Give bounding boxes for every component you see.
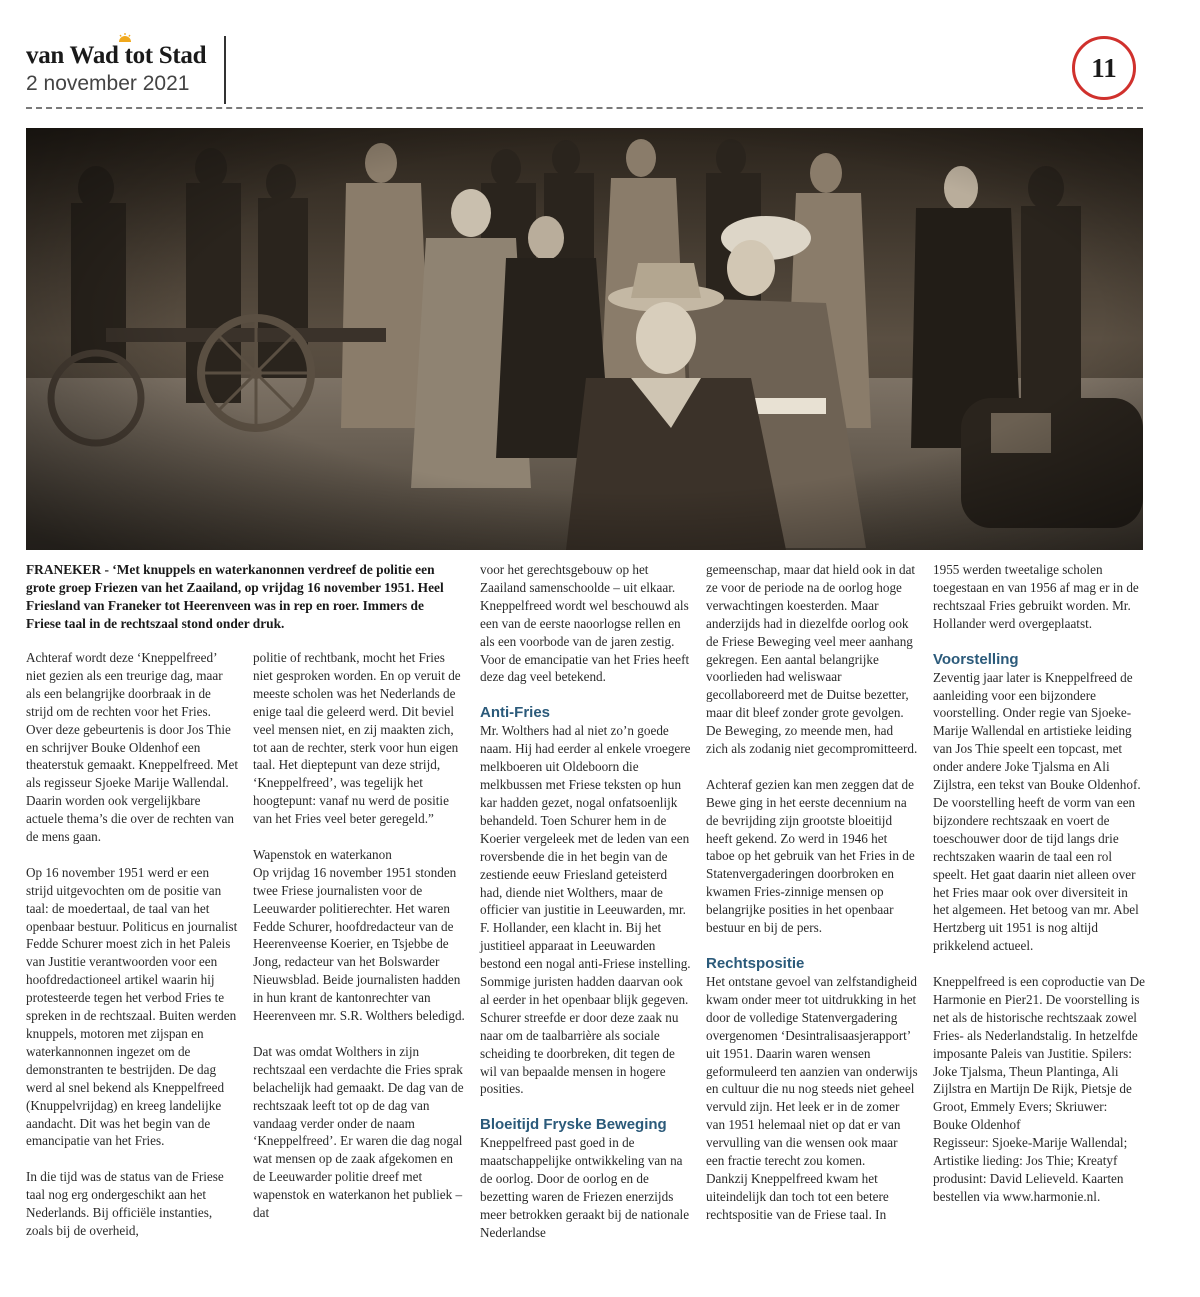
page-number-badge	[1072, 36, 1136, 100]
section-heading-rechtspositie: Rechtspositie	[706, 955, 805, 973]
paragraph: Op vrijdag 16 november 1951 stonden twee Friese journalisten voor de Leeuwarder politierechter. Het waren Fedde Schurer, hoofdredacteur van de Heerenveense Koerier, en Tsjebbe de Jong, redacteur van het Bolswarder Nieuwsblad. Beide journalisten hadden in hun krant de kantonrechter van Heerenveen mr. S.R. Wolthers beledigd.	[253, 864, 465, 1024]
paragraph: Op 16 november 1951 werd er een strijd uitgevochten om de positie van taal: de moedertaal, de taal van het openbaar bestuur. Politicus en journalist Fedde Schurer moest zich in het Paleis van Justitie verantwoorden voor een hoofdredactioneel artikel waarin hij protesteerde tegen het verbod Fries te spreken in de rechtszaal. Buiten werden knuppels, motoren met zijspan en waterkannonnen ingezet om de demonstranten te bestrijden. De dag werd al snel bekend als Kneppelfreed (Knuppelvrijdag) en kreeg landelijke aandacht. Dit was het begin van de emancipatie van het Fries.	[26, 864, 238, 1149]
dashed-divider	[26, 107, 1143, 109]
paragraph: Achteraf wordt deze ‘Kneppelfreed’ niet gezien als een treurige dag, maar als een belangrijke doorbraak in de strijd om de rechten voor het Fries. Over deze gebeurtenis is door Jos Thie en schrijver Bouke Oldenhof een theaterstuk gemaakt. Kneppelfreed. Met als regisseur Sjoeke Marije Wallendal. Daarin worden ook vergelijkbare actuele thema’s die over de rechten van de mens gaan.	[26, 650, 239, 845]
masthead	[26, 42, 206, 96]
article-column-2	[253, 649, 465, 1222]
brand-logo	[26, 42, 206, 70]
hero-photo	[26, 128, 1143, 550]
section-heading-anti-fries: Anti-Fries	[480, 704, 551, 722]
paragraph: voor het gerechtsgebouw op het Zaailand samenschoolde – uit elkaar. Kneppelfreed wordt wel beschouwd als een van de eerste naoorlogse rellen en als een voorbode van de jaren zestig. Voor de emancipatie van het Fries heeft deze dag veel betekend.	[480, 562, 690, 685]
page-number: 11	[1091, 52, 1117, 83]
archival-crowd-photo-icon	[26, 128, 1143, 550]
brand-name: van Wad tot Stad	[26, 42, 207, 69]
issue-date: 2 november 2021	[26, 72, 190, 95]
paragraph: Achteraf gezien kan men zeggen dat de Bewe ging in het eerste decennium na de bevrijding zijn grootste bloeitijd heeft gekend. Zo werd in 1946 het taboe op het gebruik van het Fries in de Statenvergaderingen doorbroken en kwamen Fries-zinnige mensen op belangrijke posities in het openbaar bestuur en bij de pers.	[706, 776, 915, 936]
paragraph: 1955 werden tweetalige scholen toegestaan en van 1956 af mag er in de rechtszaal Fries gebruikt worden. Mr. Hollander werd overgeplaatst.	[933, 562, 1139, 631]
paragraph: Zeventig jaar later is Kneppelfreed de aanleiding voor een bijzondere voorstelling. Onder regie van Sjoeke-Marije Wallendal en artistieke leiding van Jos Thie speelt een topcast, met onder andere Joke Tjalsma en Ali Zijlstra, een tekst van Bouke Oldenhof. De voorstelling heeft de vorm van een bijzondere rechtszaak en voert de toeschouwer door de tijd langs drie rechtszaken waarin de taal een rol speelt. Het gaat daarin niet alleen over het Fries maar ook over diversiteit in het algemeen. Het betoog van mr. Abel Hertzberg uit 1951 is nog altijd prikkelend actueel.	[933, 669, 1141, 954]
paragraph: gemeenschap, maar dat hield ook in dat ze voor de periode na de oorlog hoge verwachtingen koesterden. Maar anderzijds had in diezelfde oorlog ook de Friese Beweging veel meer aanhang gekregen. Een aantal belangrijke voorlieden had weliswaar gecollaboreerd met de Duitse bezetter, maar dit bleef zonder grote gevolgen. De Beweging, zo meende men, had zich als zodanig niet gecompromitteerd.	[706, 562, 918, 757]
credits-paragraph: Regisseur: Sjoeke-Marije Wallendal; Artistike lieding: Jos Thie; Kreatyf produsint: David Lelieveld. Kaarten bestellen via www.harmonie.nl.	[933, 1135, 1128, 1204]
paragraph: Mr. Wolthers had al niet zo’n goede naam. Hij had eerder al enkele vroegere melkboeren uit Oldeboorn die melkbussen met Friese teksten op hun kar hadden gezet, nogal onfatsoenlijk behandeld. Toen Schurer hem in de Koerier vergeleek met de leden van een roversbende die in het begin van de zestiende eeuw Friesland geteisterd had, diende niet Wolthers, maar de officier van justitie in Leeuwarden, mr. F. Hollander, een klacht in. Bij het justitieel apparaat in Leeuwarden bestond een nogal anti-Friese instelling. Sommige juristen hadden daarvan ook al eerder in het openbaar blijk gegeven. Schurer streefde er door deze zaak nu naar om de taalbarrière als sociale scheiding te doorbreken, dit tegen de wil van bepaalde mensen in hogere posities.	[480, 723, 691, 1097]
paragraph: Dankzij Kneppelfreed kwam het uiteindelijk dan toch tot een betere rechtspositie van de Friese taal. In	[706, 1170, 889, 1222]
article-column-3	[480, 561, 692, 1242]
paragraph: Dat was omdat Wolthers in zijn rechtszaal een verdachte die Fries sprak belachelijk had gemaakt. De dag van de rechtszaak leeft tot op de dag van vandaag verder onder de naam ‘Kneppelfreed’. Er waren die dag nogal wat mensen op de zaak afgekomen en de Leeuwarder politie dreef met wapenstok en waterkanon het publiek – dat	[253, 1043, 464, 1221]
inline-subheading: Wapenstok en waterkanon	[253, 846, 392, 862]
paragraph: Kneppelfreed is een coproductie van De Harmonie en Pier21. De voorstelling is net als de historische rechtszaak zowel Fries- als Nederlandstalig. In hetzelfde imposante Paleis van Justitie. Spilers: Joke Tjalsma, Theun Plantinga, Ali Zijlstra en Martijn De Rijk, Pietsje de Groot, Emmely Evers; Skriuwer: Bouke Oldenhof	[933, 974, 1146, 1133]
article-intro: FRANEKER - ‘Met knuppels en waterkanonnen verdreef de politie een grote groep Friezen van het Zaailand, op vrijdag 16 november 1951. Heel Friesland van Franeker tot Heerenveen was in rep en roer. Immers de Friese taal in de rechtszaal stond onder druk.	[26, 562, 444, 631]
header-divider	[224, 36, 226, 104]
section-heading-bloeitijd: Bloeitijd Fryske Beweging	[480, 1116, 667, 1134]
section-heading-voorstelling: Voorstelling	[933, 650, 1019, 668]
paragraph: Kneppelfreed past goed in de maatschappelijke ontwikkeling van na de oorlog. Door de oorlog en de bezetting waren de Friezen enerzijds meer betrokken geraakt bij de nationale Nederlandse	[480, 1135, 690, 1240]
paragraph: Het ontstane gevoel van zelfstandigheid kwam onder meer tot uitdrukking in het door de volledige Statenvergadering overgenomen ‘Desintralisaasjerapport’ uit 1951. Daarin waren wensen geformuleerd ten aanzien van onderwijs en cultuur die nu nog steeds niet geheel vervuld zijn. Het leek er in de zomer van 1951 helemaal niet op dat er van vervulling van die wensen ook maar een fractie terecht zou komen.	[706, 974, 918, 1169]
article-column-4	[706, 561, 918, 1224]
paragraph: politie of rechtbank, mocht het Fries niet gesproken worden. En op veruit de meeste scholen was het Nederlands de enige taal die geleerd werd. Dit beviel veel mensen niet, en zij maakten zich, tot aan de rechter, sterk voor hun eigen taal. Het dieptepunt van deze strijd, ‘Kneppelfreed’, was tegelijk het hoogtepunt: vanaf nu werd de positie van het Fries veel beter geregeld.”	[253, 650, 461, 827]
article-column-1	[26, 649, 238, 1240]
sun-icon	[118, 33, 132, 43]
article-column-5	[933, 561, 1145, 1206]
paragraph: In die tijd was de status van de Friese taal nog erg ondergeschikt aan het Nederlands. Bij officiële instanties, zoals bij de overheid,	[26, 1169, 224, 1238]
